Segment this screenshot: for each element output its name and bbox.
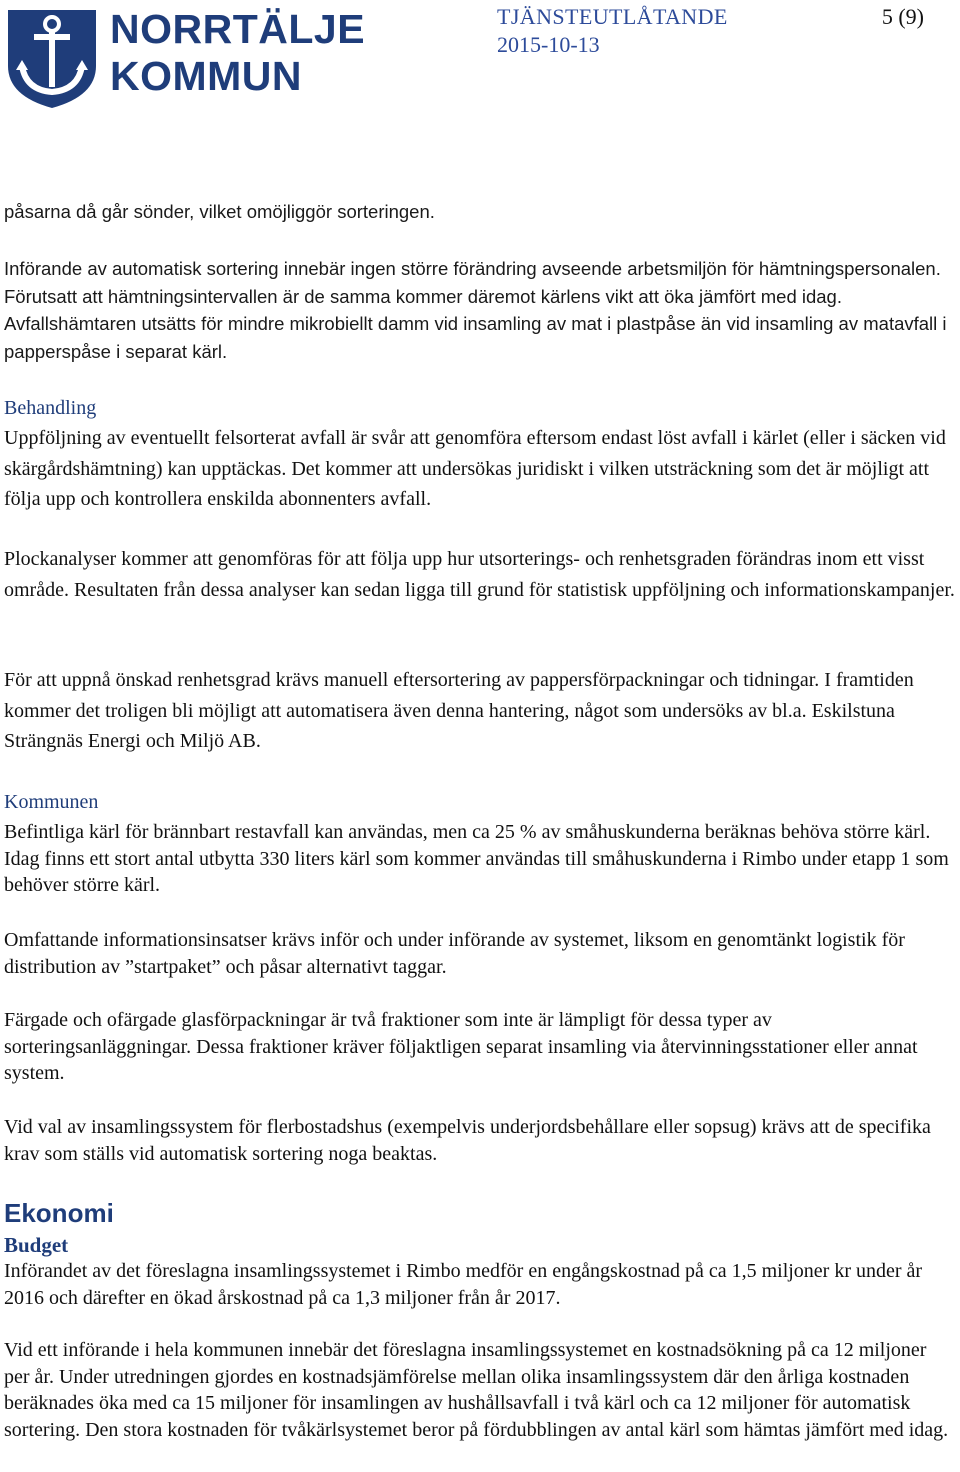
paragraph-apartment-buildings: Vid val av insamlingssystem för flerbostadshus (exempelvis underjordsbehållare eller sopsug) krävs att de specifika krav som ställs vid automatisk sortering noga beaktas.: [4, 1116, 931, 1165]
paragraph-purity: För att uppnå önskad renhetsgrad krävs manuell eftersortering av pappersförpackningar och tidningar. I framtiden kommer det troligen bli möjligt att automatisera även denna hantering, något som undersöks av bl.a. Eskilstuna Strängnäs Energi och Miljö AB.: [4, 669, 914, 752]
heading-behandling: Behandling: [4, 397, 97, 419]
paragraph-follow-up: Uppföljning av eventuellt felsorterat avfall är svår att genomföra eftersom endast löst avfall i kärlet (eller i säcken vid skärgårdshämtning) kan upptäckas. Det kommer att undersökas juridiskt i vilken utsträckning som det är möjligt att följa upp och kontrollera enskilda abonnenters avfall.: [4, 427, 946, 510]
paragraph-rimbo-cost: Införandet av det föreslagna insamlingssystemet i Rimbo medför en engångskostnad på ca 1,5 miljoner kr under år 2016 och därefter en ökad årskostnad på ca 1,3 miljoner från år 2017.: [4, 1260, 923, 1309]
paragraph-containers: Befintliga kärl för brännbart restavfall kan användas, men ca 25 % av småhuskunderna beräknas behöva större kärl. Idag finns ett stort antal utbytta 330 liters kärl som kommer användas till småhuskunderna i Rimbo under etapp 1 som behöver större kärl.: [4, 821, 949, 896]
paragraph-information: Omfattande informationsinsatser krävs inför och under införande av systemet, liksom en genomtänkt logistik för distribution av ”startpaket” och påsar alternativt taggar.: [4, 929, 905, 978]
heading-kommunen: Kommunen: [4, 791, 99, 813]
logo-line-1: NORRTÄLJE: [110, 6, 366, 52]
paragraph-work-environment: Införande av automatisk sortering innebär ingen större förändring avseende arbetsmiljön för hämtningspersonalen. Förutsatt att hämtningsintervallen är de samma kommer däremot kärlens vikt att öka jämfört med idag. Avfallshämtaren utsätts för mindre mikrobiellt damm vid insamling av mat i plastpåse än vid insamling av matavfall i papperspåse i separat kärl.: [4, 258, 947, 362]
paragraph-glass: Färgade och ofärgade glasförpackningar är två fraktioner som inte är lämpligt för dessa typer av sorteringsanläggningar. Dessa fraktioner kräver följaktligen separat insamling via återvinningsstationer eller annat system.: [4, 1009, 918, 1084]
paragraph-municipality-cost: Vid ett införande i hela kommunen innebär det föreslagna insamlingssystemet en kostnadsökning på ca 12 miljoner per år. Under utredningen gjordes en kostnadsjämförelse mellan olika insamlingssystem där den årliga kostnaden beräknades öka med ca 15 miljoner för insamlingen av hushållsavfall i två kärl och ca 12 miljoner för automatisk sortering. Den stora kostnaden för tvåkärlsystemet beror på fördubblingen av antal kärl som hämtas jämfört med idag.: [4, 1339, 949, 1441]
logo-line-2: KOMMUN: [110, 53, 303, 99]
heading-ekonomi: Ekonomi: [4, 1198, 114, 1228]
page-number: 5 (9): [881, 4, 924, 29]
heading-budget: Budget: [4, 1233, 69, 1257]
anchor-icon: [4, 4, 100, 110]
paragraph-bag-tearing: påsarna då går sönder, vilket omöjliggör sorteringen.: [4, 201, 435, 222]
municipality-logo-text: [110, 6, 365, 100]
document-type: TJÄNSTEUTLÅTANDE: [497, 4, 728, 29]
paragraph-pick-analysis: Plockanalyser kommer att genomföras för att följa upp hur utsorterings- och renhetsgraden förändras inom ett visst område. Resultaten från dessa analyser kan sedan ligga till grund för statistisk uppföljning och informationskampanjer.: [4, 548, 955, 601]
document-date: 2015-10-13: [497, 32, 600, 57]
